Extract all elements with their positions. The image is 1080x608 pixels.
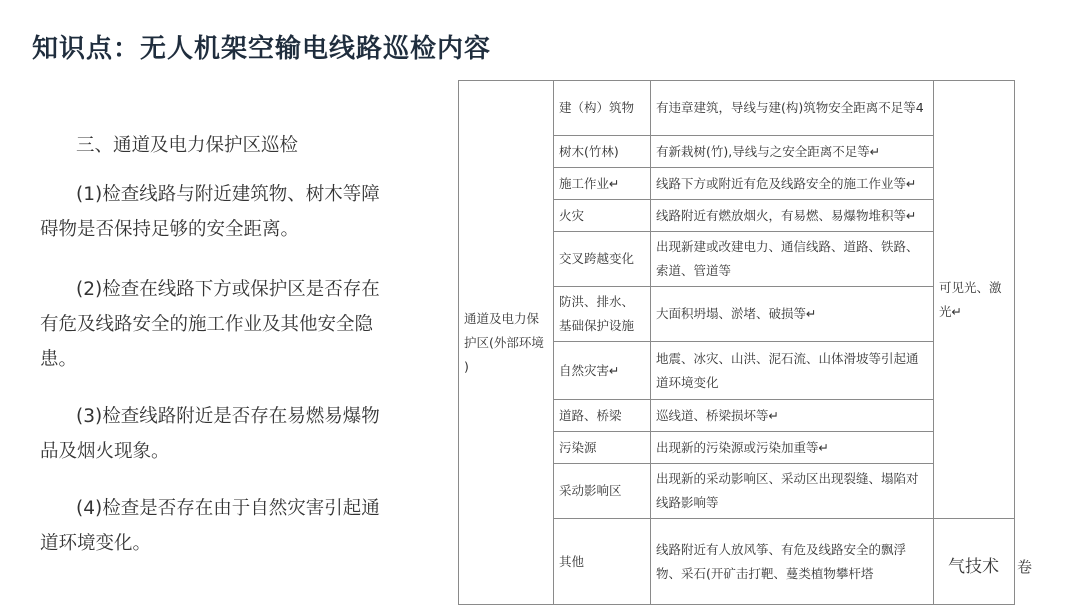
method-cell: 可见光、激光↵ xyxy=(934,81,1015,519)
paragraph-2: (2)检查在线路下方或保护区是否存在有危及线路安全的施工作业及其他安全隐患。 xyxy=(40,279,380,370)
patrol-object-cell: 通道及电力保护区(外部环境 ) xyxy=(459,81,554,605)
table-row xyxy=(459,81,1056,136)
footer-stamp xyxy=(948,552,1032,577)
content-cell: 线路下方或附近有危及线路安全的施工作业等↵ xyxy=(651,168,934,200)
paragraph-4: (4)检查是否存在由于自然灾害引起通道环境变化。 xyxy=(40,498,380,554)
content-cell: 大面积坍塌、淤堵、破损等↵ xyxy=(651,287,934,342)
page-title: 知识点：无人机架空输电线路巡检内容 xyxy=(32,34,492,64)
patrol-content-table xyxy=(458,80,1055,605)
content-cell: 线路附近有燃放烟火，有易燃、易爆物堆积等↵ xyxy=(651,200,934,232)
item-cell: 交叉跨越变化 xyxy=(554,232,651,287)
item-cell: 建（构）筑物 xyxy=(554,81,651,136)
item-cell: 防洪、排水、基础保护设施 xyxy=(554,287,651,342)
content-cell: 地震、冰灾、山洪、泥石流、山体滑坡等引起通道环境变化 xyxy=(651,342,934,400)
item-cell: 树木(竹林) xyxy=(554,136,651,168)
paragraph-3: (3)检查线路附近是否存在易燃易爆物品及烟火现象。 xyxy=(40,406,380,462)
left-text-panel xyxy=(40,128,380,583)
blank-margin xyxy=(1015,81,1056,605)
content-cell: 线路附近有人放风筝、有危及线路安全的飘浮物、采石(开矿击打靶、蔓类植物攀杆塔 xyxy=(651,519,934,605)
item-cell: 道路、桥梁 xyxy=(554,400,651,432)
stamp-suffix: 卷 xyxy=(1017,558,1033,576)
item-cell: 其他 xyxy=(554,519,651,605)
section-heading: 三、通道及电力保护区巡检 xyxy=(76,135,299,156)
content-cell: 有违章建筑，导线与建(构)筑物安全距离不足等4 xyxy=(651,81,934,136)
item-cell: 采动影响区 xyxy=(554,464,651,519)
content-cell: 出现新的污染源或污染加重等↵ xyxy=(651,432,934,464)
content-cell: 出现新的采动影响区、采动区出现裂缝、塌陷对线路影响等 xyxy=(651,464,934,519)
content-cell: 出现新建或改建电力、通信线路、道路、铁路、索道、管道等 xyxy=(651,232,934,287)
paragraph-1: (1)检查线路与附近建筑物、树木等障碍物是否保持足够的安全距离。 xyxy=(40,184,380,240)
content-cell: 有新栽树(竹),导线与之安全距离不足等↵ xyxy=(651,136,934,168)
item-cell: 火灾 xyxy=(554,200,651,232)
item-cell: 污染源 xyxy=(554,432,651,464)
content-cell: 巡线道、桥梁损坏等↵ xyxy=(651,400,934,432)
item-cell: 施工作业↵ xyxy=(554,168,651,200)
item-cell: 自然灾害↵ xyxy=(554,342,651,400)
stamp-text: 气技术 xyxy=(948,557,999,577)
